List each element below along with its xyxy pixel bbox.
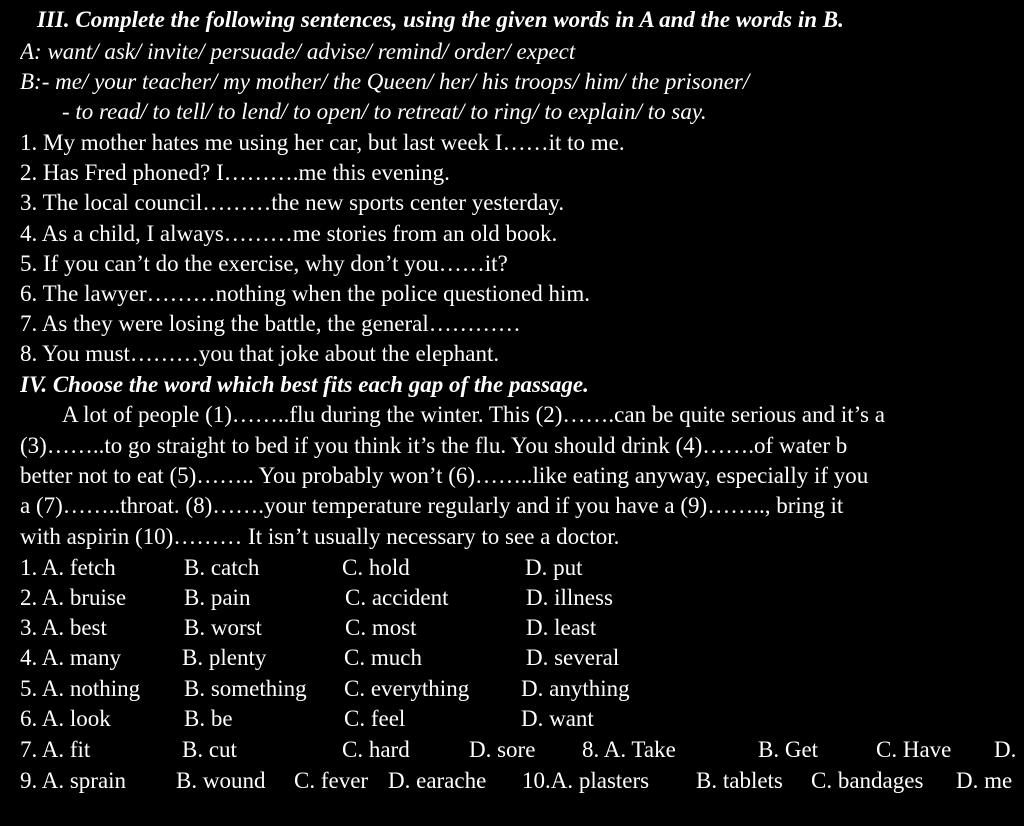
sentence-1: 1. My mother hates me using her car, but last week I……it to me. (20, 130, 625, 155)
option: B. plenty (182, 645, 267, 670)
option: 10.A. plasters (522, 768, 650, 793)
option-row-1 (0, 553, 1024, 583)
option: C. bandages (811, 768, 924, 793)
option: 3. A. best (20, 615, 107, 640)
option: D. least (526, 615, 597, 640)
option: C. accident (345, 585, 449, 610)
option: B. catch (184, 555, 260, 580)
option: D. earache (388, 768, 487, 793)
option: 7. A. fit (20, 737, 91, 762)
option: B. be (184, 706, 233, 731)
sentence-2: 2. Has Fred phoned? I……….me this evening. (20, 160, 450, 185)
option: B. tablets (696, 768, 783, 793)
option: C. everything (344, 676, 470, 701)
word-list-b-2: - to read/ to tell/ to lend/ to open/ to retreat/ to ring/ to explain/ to say. (62, 99, 707, 124)
passage-line-2: (3)……..to go straight to bed if you think it’s the flu. You should drink (4)…….of water b (20, 433, 848, 458)
passage-line-4: a (7)……..throat. (8)…….your temperature regularly and if you have a (9)…….., bring it (20, 493, 844, 518)
word-list-a: A: want/ ask/ invite/ persuade/ advise/ remind/ order/ expect (20, 39, 576, 64)
option: C. hard (342, 737, 410, 762)
passage-line-3: better not to eat (5)…….. You probably won’t (6)……..like eating anyway, especially if you (20, 463, 869, 488)
option-row-2 (0, 583, 1024, 613)
option: C. most (345, 615, 417, 640)
option-row-6 (0, 704, 1024, 734)
option: B. Get (758, 737, 819, 762)
option: 6. A. look (20, 706, 111, 731)
option: D. put (525, 555, 583, 580)
option: 1. A. fetch (20, 555, 116, 580)
option: C. hold (342, 555, 410, 580)
option: C. much (344, 645, 422, 670)
option-row-4 (0, 643, 1024, 673)
option-row-8 (0, 766, 1024, 796)
option: D. anything (521, 676, 630, 701)
option: D. (994, 737, 1017, 762)
option-row-7 (0, 735, 1024, 765)
option-row-5 (0, 674, 1024, 704)
option: D. me (956, 768, 1013, 793)
option: 9. A. sprain (20, 768, 127, 793)
option: B. worst (184, 615, 262, 640)
sentence-8: 8. You must………you that joke about the elephant. (20, 341, 500, 366)
option: 8. A. Take (582, 737, 676, 762)
option: D. illness (526, 585, 613, 610)
option: D. want (521, 706, 594, 731)
option: C. feel (344, 706, 406, 731)
option: C. Have (876, 737, 952, 762)
option: B. something (184, 676, 307, 701)
option: C. fever (294, 768, 369, 793)
sentence-4: 4. As a child, I always………me stories from an old book. (20, 221, 558, 246)
sentence-3: 3. The local council………the new sports center yesterday. (20, 190, 565, 215)
option: 2. A. bruise (20, 585, 127, 610)
option: 5. A. nothing (20, 676, 141, 701)
option: 4. A. many (20, 645, 121, 670)
option: B. pain (184, 585, 251, 610)
section-4-heading: IV. Choose the word which best fits each gap of the passage. (20, 372, 589, 397)
option: D. sore (469, 737, 536, 762)
option: B. wound (176, 768, 266, 793)
sentence-7: 7. As they were losing the battle, the general………… (20, 311, 521, 336)
word-list-b-1: B:- me/ your teacher/ my mother/ the Queen/ her/ his troops/ him/ the prisoner/ (20, 69, 750, 94)
sentence-6: 6. The lawyer………nothing when the police questioned him. (20, 281, 590, 306)
sentence-5: 5. If you can’t do the exercise, why don’t you……it? (20, 251, 508, 276)
section-3-heading: III. Complete the following sentences, using the given words in A and the words in B. (37, 7, 844, 32)
option: D. several (526, 645, 620, 670)
passage-line-1: A lot of people (1)……..flu during the winter. This (2)…….can be quite serious and it’s a (62, 402, 885, 427)
option-row-3 (0, 613, 1024, 643)
passage-line-5: with aspirin (10)……… It isn’t usually necessary to see a doctor. (20, 524, 620, 549)
option: B. cut (182, 737, 237, 762)
